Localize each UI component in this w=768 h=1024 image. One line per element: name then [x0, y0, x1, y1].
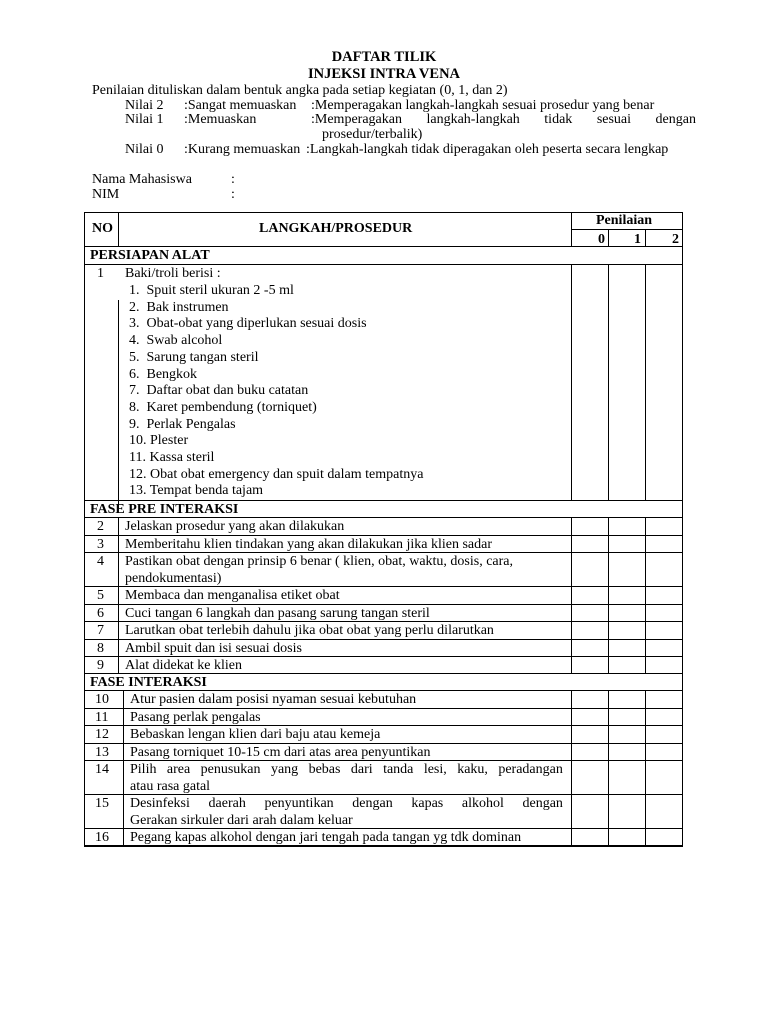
- header-score-1: 1: [634, 232, 641, 247]
- row-2-score-2[interactable]: [646, 518, 681, 534]
- alat-item: 5. Sarung tangan steril: [129, 349, 259, 365]
- alat-item: 3. Obat-obat yang diperlukan sesuai dosis: [129, 316, 367, 332]
- alat-item: 10. Plester: [129, 433, 189, 449]
- row-4-text-cont: pendokumentasi): [125, 571, 222, 586]
- row-11-score-0[interactable]: [572, 709, 607, 725]
- header-langkah: LANGKAH/PROSEDUR: [259, 221, 413, 236]
- table-rule: [123, 794, 124, 828]
- row-16-score-2[interactable]: [646, 829, 681, 844]
- row-16-score-0[interactable]: [572, 829, 607, 844]
- table-rule: [118, 212, 119, 246]
- nama-colon: :: [231, 172, 235, 187]
- row-10-score-1[interactable]: [609, 691, 644, 707]
- row-7-score-1[interactable]: [609, 622, 644, 638]
- table-rule: [118, 639, 119, 657]
- row-7-score-2[interactable]: [646, 622, 681, 638]
- table-rule: [123, 690, 124, 708]
- row-4-score-1[interactable]: [609, 553, 644, 585]
- row-3-score-2[interactable]: [646, 536, 681, 552]
- row-11-score-2[interactable]: [646, 709, 681, 725]
- table-rule: [118, 621, 119, 639]
- alat-item: 13. Tempat benda tajam: [129, 483, 264, 499]
- row-10-text: Atur pasien dalam posisi nyaman sesuai kebutuhan: [130, 692, 417, 707]
- row-12-score-0[interactable]: [572, 726, 607, 742]
- row-15-score-1[interactable]: [609, 795, 644, 827]
- table-rule: [118, 552, 119, 586]
- alat-item: 12. Obat obat emergency dan spuit dalam tempatnya: [129, 466, 424, 482]
- nilai-2-label: Nilai 2: [125, 98, 164, 113]
- section-persiapan-alat: PERSIAPAN ALAT: [90, 248, 210, 263]
- row-10-score-0[interactable]: [572, 691, 607, 707]
- row-13-score-2[interactable]: [646, 744, 681, 760]
- row-4-no: 4: [97, 554, 104, 569]
- row-16-text: Pegang kapas alkohol dengan jari tengah pada tangan yg tdk dominan: [130, 830, 522, 845]
- row-8-score-1[interactable]: [609, 640, 644, 656]
- row-6-score-0[interactable]: [572, 605, 607, 621]
- nilai-1-desc-cont: prosedur/terbalik): [322, 127, 423, 142]
- row-9-score-2[interactable]: [646, 657, 681, 672]
- row-16-no: 16: [95, 830, 109, 845]
- row-4-score-0[interactable]: [572, 553, 607, 585]
- table-rule: [571, 229, 682, 230]
- row-14-score-0[interactable]: [572, 761, 607, 793]
- row-14-text-cont: atau rasa gatal: [130, 779, 211, 794]
- header-no: NO: [92, 221, 113, 236]
- table-rule: [608, 229, 609, 246]
- row-11-text: Pasang perlak pengalas: [130, 709, 261, 725]
- document-subtitle: INJEKSI INTRA VENA: [307, 66, 461, 82]
- nilai-1-grade: :Memuaskan: [184, 112, 257, 127]
- row-6-text: Cuci tangan 6 langkah dan pasang sarung tangan steril: [125, 605, 430, 621]
- alat-item: 6. Bengkok: [129, 366, 198, 382]
- table-rule: [118, 535, 119, 553]
- row-7-score-0[interactable]: [572, 622, 607, 638]
- table-rule: [118, 656, 119, 673]
- nim-label: NIM: [92, 187, 120, 202]
- row-5-score-1[interactable]: [609, 587, 644, 603]
- table-rule: [118, 517, 119, 535]
- row-8-score-2[interactable]: [646, 640, 681, 656]
- nilai-1-label: Nilai 1: [125, 112, 164, 127]
- document-title: DAFTAR TILIK: [331, 49, 437, 65]
- row-9-score-0[interactable]: [572, 657, 607, 672]
- nilai-2-grade: :Sangat memuaskan: [184, 98, 297, 113]
- alat-item: 2. Bak instrumen: [129, 299, 229, 315]
- row-9-score-1[interactable]: [609, 657, 644, 672]
- row-11-score-1[interactable]: [609, 709, 644, 725]
- intro-text: Penilaian dituliskan dalam bentuk angka pada setiap kegiatan (0, 1, dan 2): [92, 83, 508, 98]
- table-rule: [118, 604, 119, 622]
- section-fase-interaksi: FASE INTERAKSI: [90, 675, 207, 690]
- nama-mahasiswa-label: Nama Mahasiswa: [92, 172, 192, 187]
- table-rule: [123, 828, 124, 845]
- row-15-text-cont: Gerakan sirkuler dari arah dalam keluar: [130, 813, 353, 828]
- row-8-no: 8: [97, 640, 104, 656]
- header-score-0: 0: [598, 232, 605, 247]
- row-10-no: 10: [95, 692, 109, 707]
- row-1-no: 1: [97, 266, 104, 281]
- row-3-text: Memberitahu klien tindakan yang akan dilakukan jika klien sadar: [125, 536, 492, 552]
- table-rule: [84, 845, 682, 846]
- alat-item: 11. Kassa steril: [129, 450, 215, 465]
- row-12-score-2[interactable]: [646, 726, 681, 742]
- row-11-no: 11: [95, 709, 109, 725]
- row-4-score-2[interactable]: [646, 553, 681, 585]
- row-6-no: 6: [97, 605, 104, 621]
- row-16-score-1[interactable]: [609, 829, 644, 844]
- row-2-score-0[interactable]: [572, 518, 607, 534]
- row-8-text: Ambil spuit dan isi sesuai dosis: [125, 640, 302, 656]
- alat-item: 9. Perlak Pengalas: [129, 416, 236, 432]
- row-8-score-0[interactable]: [572, 640, 607, 656]
- row-1-text: Baki/troli berisi :: [125, 266, 221, 281]
- row-4-text: Pastikan obat dengan prinsip 6 benar ( klien, obat, waktu, dosis, cara,: [125, 554, 514, 569]
- table-rule: [123, 760, 124, 794]
- alat-item: 4. Swab alcohol: [129, 333, 223, 349]
- alat-item: 1. Spuit steril ukuran 2 -5 ml: [129, 283, 294, 298]
- nilai-0-desc: :Langkah-langkah tidak diperagakan oleh peserta secara lengkap: [306, 142, 669, 157]
- row-3-score-0[interactable]: [572, 536, 607, 552]
- section-fase-pre-interaksi: FASE PRE INTERAKSI: [90, 502, 239, 517]
- row-14-text: Pilih area penusukan yang bebas dari tanda lesi, kaku, peradangan: [130, 762, 563, 777]
- alat-item: 7. Daftar obat dan buku catatan: [129, 383, 309, 399]
- nilai-0-label: Nilai 0: [125, 142, 164, 157]
- table-rule: [123, 743, 124, 761]
- row-1-score-1[interactable]: [609, 265, 644, 499]
- table-rule: [123, 708, 124, 726]
- nim-colon: :: [231, 187, 235, 202]
- row-10-score-2[interactable]: [646, 691, 681, 707]
- row-13-score-0[interactable]: [572, 744, 607, 760]
- alat-item: 8. Karet pembendung (torniquet): [129, 399, 317, 415]
- row-12-text: Bebaskan lengan klien dari baju atau kemeja: [130, 727, 381, 742]
- row-1-score-2[interactable]: [646, 265, 681, 499]
- row-14-no: 14: [95, 762, 109, 777]
- header-penilaian: Penilaian: [596, 213, 653, 228]
- table-rule: [118, 300, 119, 508]
- row-14-score-1[interactable]: [609, 761, 644, 793]
- row-7-text: Larutkan obat terlebih dahulu jika obat obat yang perlu dilarutkan: [125, 623, 494, 638]
- row-2-no: 2: [97, 519, 104, 534]
- table-rule: [123, 725, 124, 743]
- row-2-text: Jelaskan prosedur yang akan dilakukan: [125, 519, 345, 534]
- row-14-score-2[interactable]: [646, 761, 681, 793]
- row-3-score-1[interactable]: [609, 536, 644, 552]
- row-7-no: 7: [97, 623, 104, 638]
- row-5-text: Membaca dan menganalisa etiket obat: [125, 588, 340, 603]
- row-15-no: 15: [95, 796, 109, 811]
- row-15-score-2[interactable]: [646, 795, 681, 827]
- row-13-score-1[interactable]: [609, 744, 644, 760]
- row-2-score-1[interactable]: [609, 518, 644, 534]
- row-13-no: 13: [95, 744, 109, 760]
- row-9-no: 9: [97, 658, 104, 673]
- nilai-0-grade: :Kurang memuaskan: [184, 142, 301, 157]
- row-6-score-2[interactable]: [646, 605, 681, 621]
- header-score-2: 2: [672, 232, 679, 247]
- nilai-2-desc: :Memperagakan langkah-langkah sesuai prosedur yang benar: [311, 98, 655, 113]
- row-9-text: Alat didekat ke klien: [125, 658, 243, 673]
- row-15-text: Desinfeksi daerah penyuntikan dengan kapas alkohol dengan: [130, 796, 563, 811]
- row-12-no: 12: [95, 727, 109, 742]
- row-5-no: 5: [97, 588, 104, 603]
- nilai-1-desc: :Memperagakan langkah-langkah tidak sesuai dengan: [311, 112, 696, 127]
- row-12-score-1[interactable]: [609, 726, 644, 742]
- row-6-score-1[interactable]: [609, 605, 644, 621]
- table-rule: [118, 586, 119, 604]
- row-5-score-2[interactable]: [646, 587, 681, 603]
- row-5-score-0[interactable]: [572, 587, 607, 603]
- table-rule: [645, 229, 646, 246]
- row-15-score-0[interactable]: [572, 795, 607, 827]
- row-13-text: Pasang torniquet 10-15 cm dari atas area penyuntikan: [130, 744, 431, 760]
- row-1-score-0[interactable]: [572, 265, 607, 499]
- row-3-no: 3: [97, 536, 104, 552]
